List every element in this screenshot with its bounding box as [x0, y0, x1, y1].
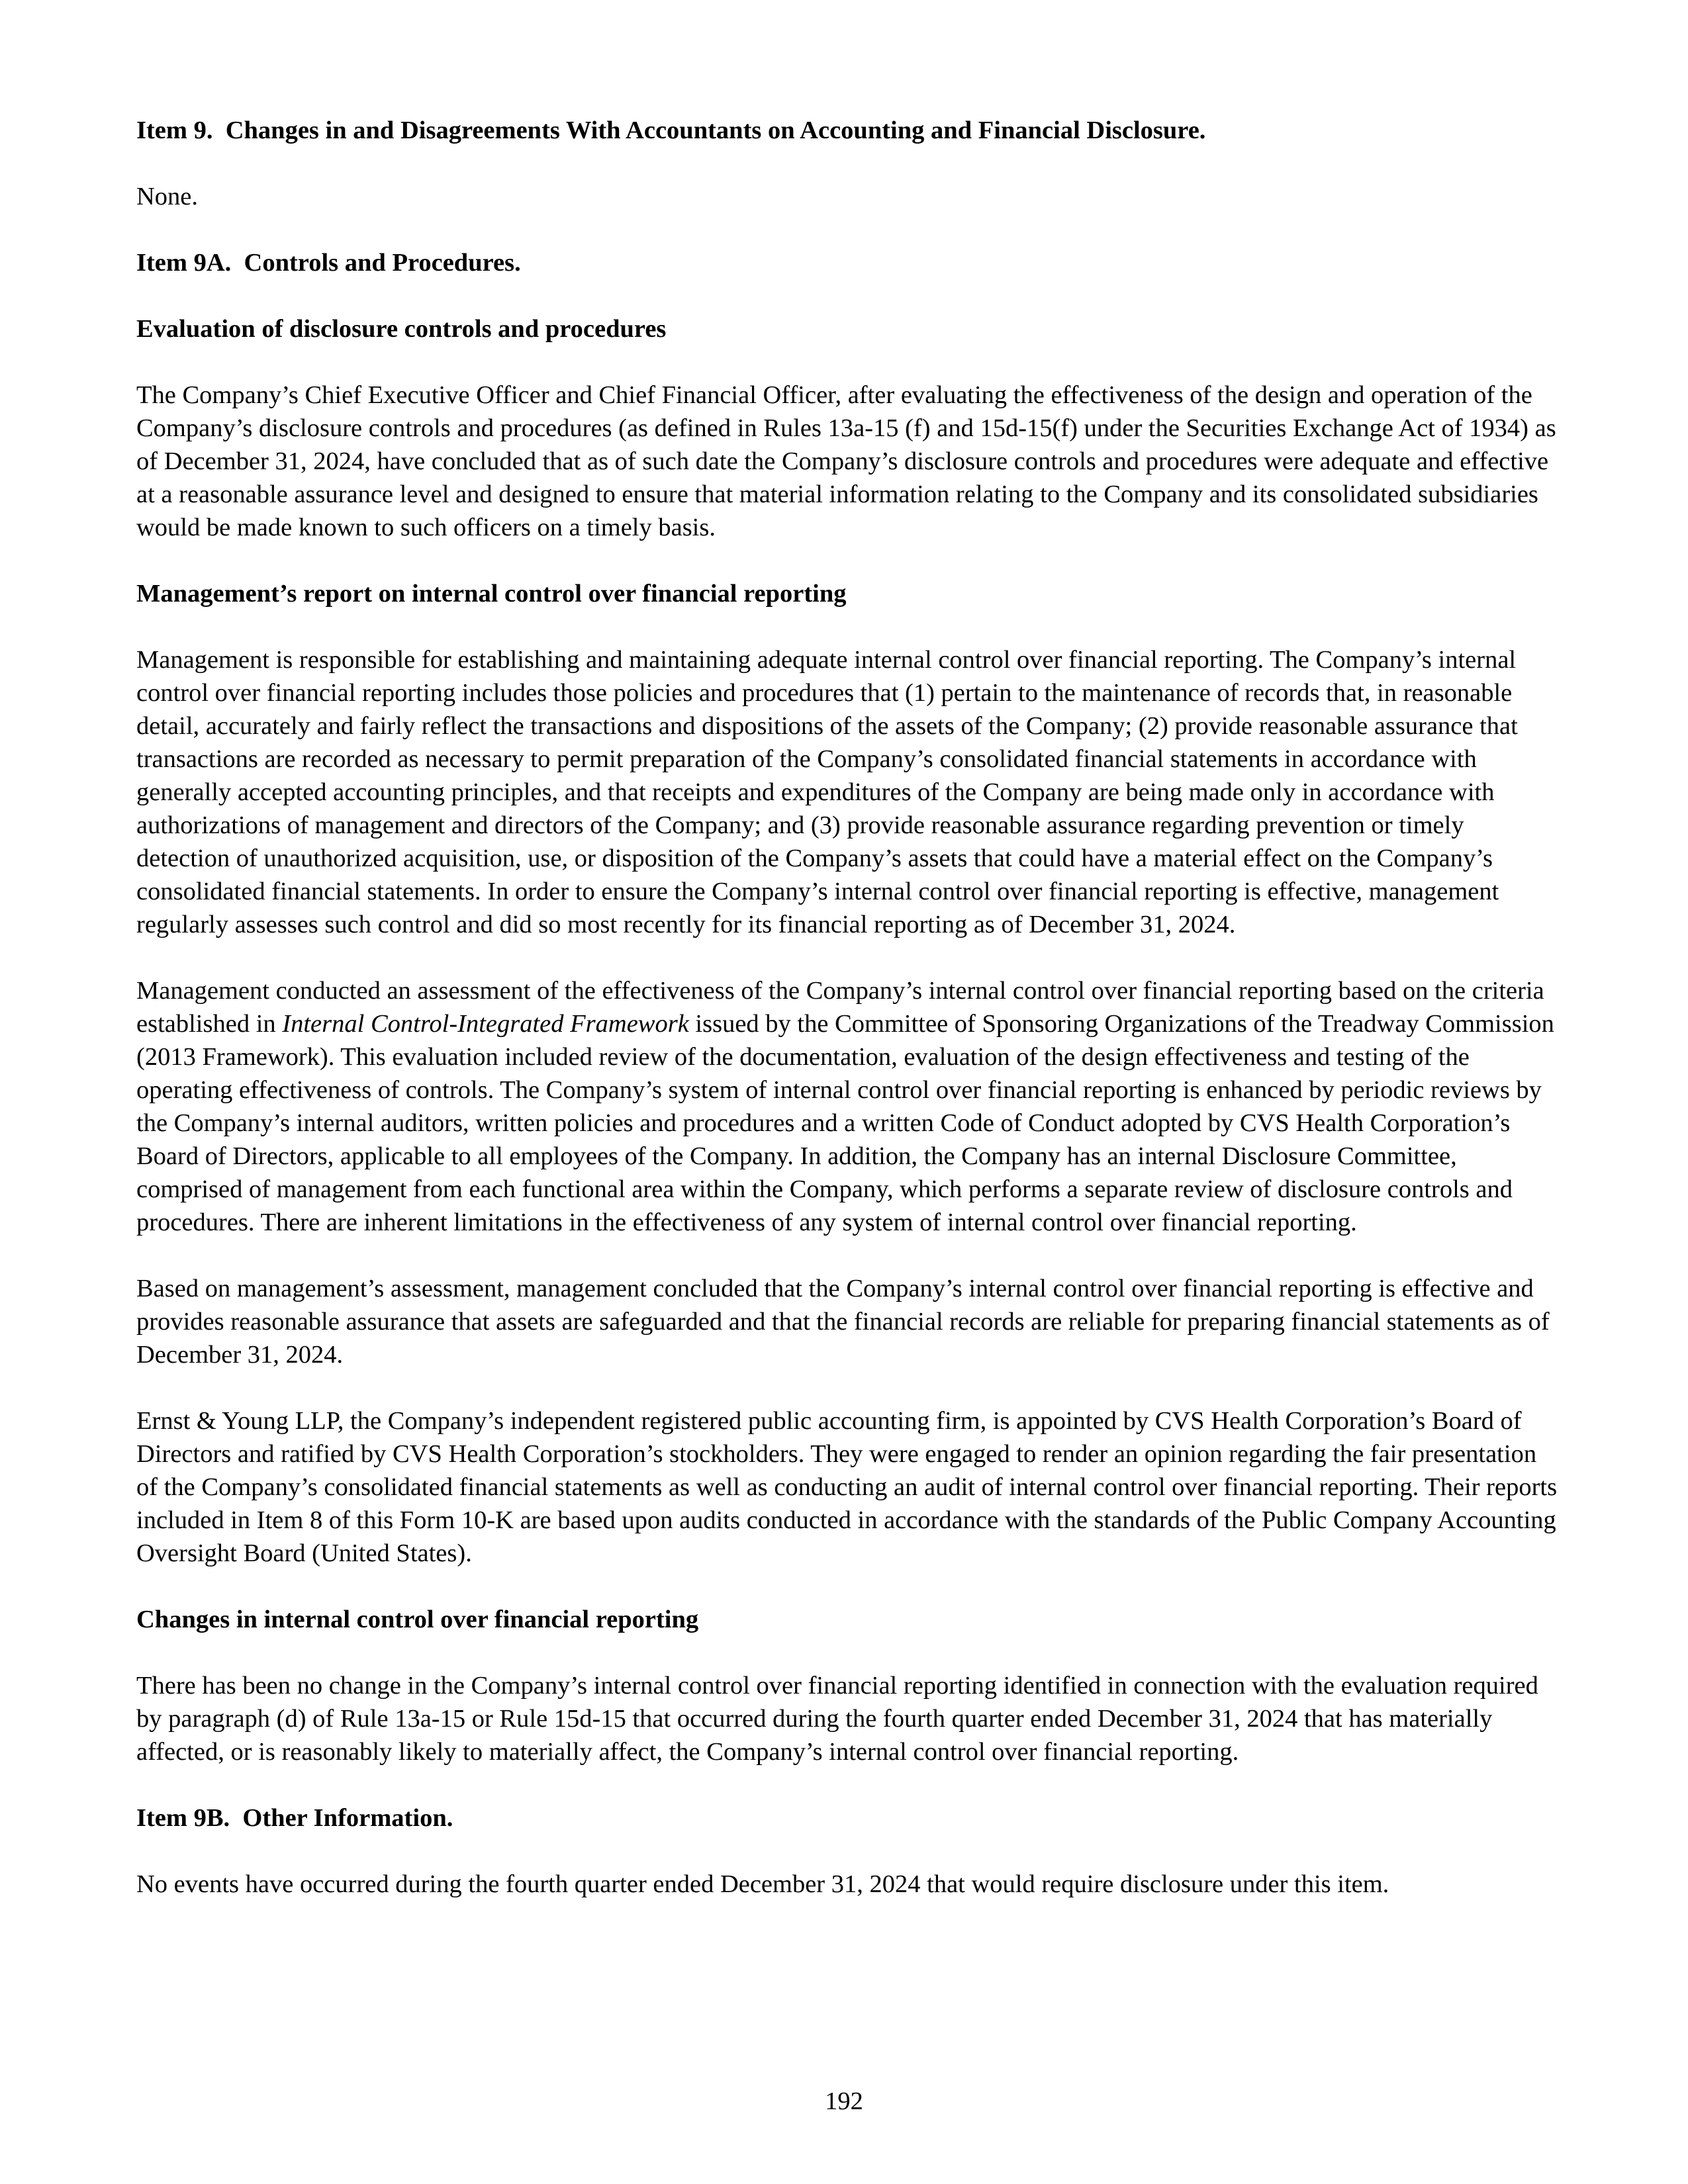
document-page	[136, 114, 1560, 1934]
page-number: 192	[825, 2087, 863, 2115]
item-9b-heading: Item 9B. Other Information.	[136, 1804, 453, 1832]
para-2-text-after: issued by the Committee of Sponsoring Organizations of the Treadway Commission (2013 Framework). This evaluation included review of the documentation, evaluation of the design effectiveness and testing of the operating effectiveness of controls. The Company’s system of internal control over financial reporting is enhanced by periodic reviews by the Company’s internal auditors, written policies and procedures and a written Code of Conduct adopted by CVS Health Corporation’s Board of Directors, applicable to all employees of the Company. In addition, the Company has an internal Disclosure Committee, comprised of management from each functional area within the Company, which performs a separate review of disclosure controls and procedures. There are inherent limitations in the effectiveness of any system of internal control over financial reporting.	[136, 1010, 1554, 1236]
management-report-subheading: Management’s report on internal control over financial reporting	[136, 580, 847, 608]
evaluation-subheading: Evaluation of disclosure controls and procedures	[136, 315, 667, 343]
management-report-para-3: Based on management’s assessment, management concluded that the Company’s internal control over financial reporting is effective and provides reasonable assurance that assets are safeguarded and that the financial records are reliable for preparing financial statements as of December 31, 2024.	[136, 1275, 1550, 1369]
item-9b-body: No events have occurred during the fourth quarter ended December 31, 2024 that would require disclosure under this item.	[136, 1870, 1389, 1898]
para-2-text-before: Management conducted an assessment of the effectiveness of the Company’s internal control over financial reporting based on the criteria established in	[136, 977, 1544, 1038]
item-9-body: None.	[136, 183, 199, 210]
evaluation-body: The Company’s Chief Executive Officer and Chief Financial Officer, after evaluating the effectiveness of the design and operation of the Company’s disclosure controls and procedures (as defined in Rules 13a-15 (f) and 15d-15(f) under the Securities Exchange Act of 1934) as of December 31, 2024, have concluded that as of such date the Company’s disclosure controls and procedures were adequate and effective at a reasonable assurance level and designed to ensure that material information relating to the Company and its consolidated subsidiaries would be made known to such officers on a timely basis.	[136, 381, 1556, 541]
management-report-para-4: Ernst & Young LLP, the Company’s independent registered public accounting firm, is appointed by CVS Health Corporation’s Board of Directors and ratified by CVS Health Corporation’s stockholders. They were engaged to render an opinion regarding the fair presentation of the Company’s consolidated financial statements as well as conducting an audit of internal control over financial reporting. Their reports included in Item 8 of this Form 10-K are based upon audits conducted in accordance with the standards of the Public Company Accounting Oversight Board (United States).	[136, 1407, 1558, 1567]
management-report-para-1: Management is responsible for establishing and maintaining adequate internal control over financial reporting. The Company’s internal control over financial reporting includes those policies and procedures that (1) pertain to the maintenance of records that, in reasonable detail, accurately and fairly reflect the transactions and dispositions of the assets of the Company; (2) provide reasonable assurance that transactions are recorded as necessary to permit preparation of the Company’s consolidated financial statements in accordance with generally accepted accounting principles, and that receipts and expenditures of the Company are being made only in accordance with authorizations of management and directors of the Company; and (3) provide reasonable assurance regarding prevention or timely detection of unauthorized acquisition, use, or disposition of the Company’s assets that could have a material effect on the Company’s consolidated financial statements. In order to ensure the Company’s internal control over financial reporting is effective, management regularly assesses such control and did so most recently for its financial reporting as of December 31, 2024.	[136, 646, 1518, 938]
management-report-para-2	[136, 974, 1560, 1239]
changes-body: There has been no change in the Company’s internal control over financial reporting identified in connection with the evaluation required by paragraph (d) of Rule 13a-15 or Rule 15d-15 that occurred during the fourth quarter ended December 31, 2024 that has materially affected, or is reasonably likely to materially affect, the Company’s internal control over financial reporting.	[136, 1672, 1538, 1766]
framework-title-italic: Internal Control-Integrated Framework	[282, 1010, 689, 1038]
item-9-heading: Item 9. Changes in and Disagreements With Accountants on Accounting and Financial Disclosure.	[136, 116, 1206, 144]
changes-subheading: Changes in internal control over financial reporting	[136, 1606, 699, 1633]
item-9a-heading: Item 9A. Controls and Procedures.	[136, 249, 521, 277]
